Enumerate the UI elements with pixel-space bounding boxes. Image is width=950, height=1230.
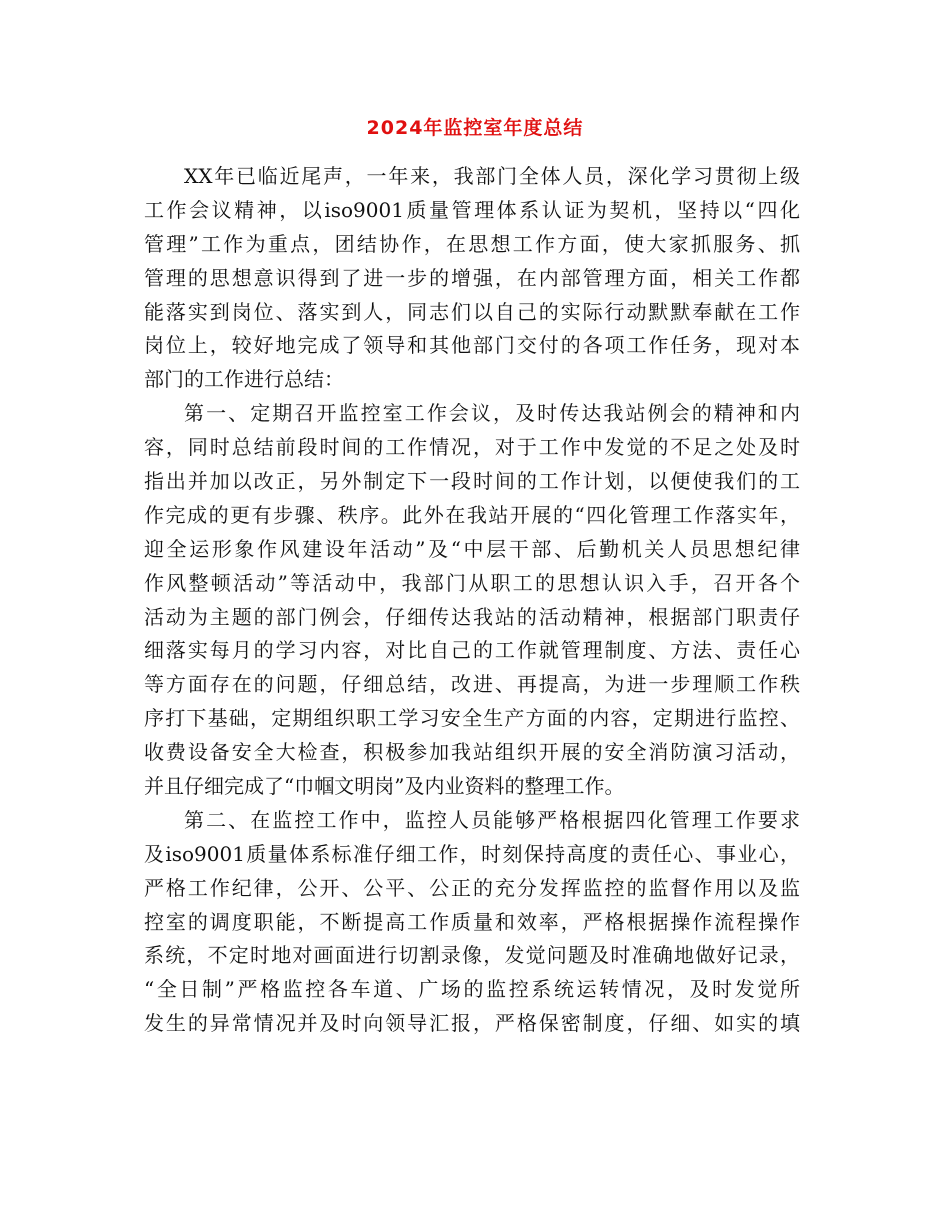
text-line: 第一、定期召开监控室工作会议，及时传达我站例会的精神和内 [184, 401, 800, 426]
document-title: 2024年监控室年度总结 [366, 117, 584, 139]
text-line: 细落实每月的学习内容，对比自己的工作就管理制度、方法、责任心 [144, 638, 800, 663]
document-body [144, 160, 800, 1041]
text-line: 容，同时总结前段时间的工作情况，对于工作中发觉的不足之处及时 [144, 435, 800, 460]
text-line: 能落实到岗位、落实到人，同志们以自己的实际行动默默奉献在工作 [144, 299, 800, 324]
text-line: 管理的思想意识得到了进一步的增强，在内部管理方面，相关工作都 [144, 265, 800, 290]
text-line: 系统，不定时地对画面进行切割录像，发觉问题及时准确地做好记录， [144, 943, 800, 968]
text-line: 控室的调度职能，不断提高工作质量和效率，严格根据操作流程操作 [144, 909, 800, 934]
text-line: 等方面存在的问题，仔细总结，改进、再提高，为进一步理顺工作秩 [144, 672, 800, 697]
text-line: 及iso9001质量体系标准仔细工作，时刻保持高度的责任心、事业心， [144, 841, 800, 866]
text-line: 收费设备安全大检查，积极参加我站组织开展的安全消防演习活动， [144, 740, 800, 765]
text-line: 第二、在监控工作中，监控人员能够严格根据四化管理工作要求 [184, 807, 800, 832]
text-line: 序打下基础，定期组织职工学习安全生产方面的内容，定期进行监控、 [144, 706, 800, 731]
text-line: XX年已临近尾声，一年来，我部门全体人员，深化学习贯彻上级 [184, 164, 800, 188]
text-line: 发生的异常情况并及时向领导汇报，严格保密制度，仔细、如实的填 [144, 1011, 800, 1036]
text-line: 迎全运形象作风建设年活动”及“中层干部、后勤机关人员思想纪律 [144, 536, 800, 561]
text-line: 岗位上，较好地完成了领导和其他部门交付的各项工作任务，现对本 [144, 333, 800, 358]
text-line: 工作会议精神，以iso9001质量管理体系认证为契机，坚持以“四化 [144, 197, 800, 222]
text-line: 作风整顿活动”等活动中，我部门从职工的思想认识入手，召开各个 [144, 570, 800, 595]
text-line: 作完成的更有步骤、秩序。此外在我站开展的“四化管理工作落实年， [144, 502, 800, 527]
text-line: 管理”工作为重点，团结协作，在思想工作方面，使大家抓服务、抓 [144, 231, 800, 256]
text-line: 并且仔细完成了“巾帼文明岗”及内业资料的整理工作。 [144, 774, 625, 799]
text-line: 指出并加以改正，另外制定下一段时间的工作计划，以便使我们的工 [144, 469, 800, 494]
text-line: “全日制”严格监控各车道、广场的监控系统运转情况，及时发觉所 [144, 977, 800, 1002]
text-line: 严格工作纪律，公开、公平、公正的充分发挥监控的监督作用以及监 [144, 875, 800, 900]
text-line: 部门的工作进行总结： [144, 367, 344, 392]
text-line: 活动为主题的部门例会，仔细传达我站的活动精神，根据部门职责仔 [144, 604, 800, 629]
